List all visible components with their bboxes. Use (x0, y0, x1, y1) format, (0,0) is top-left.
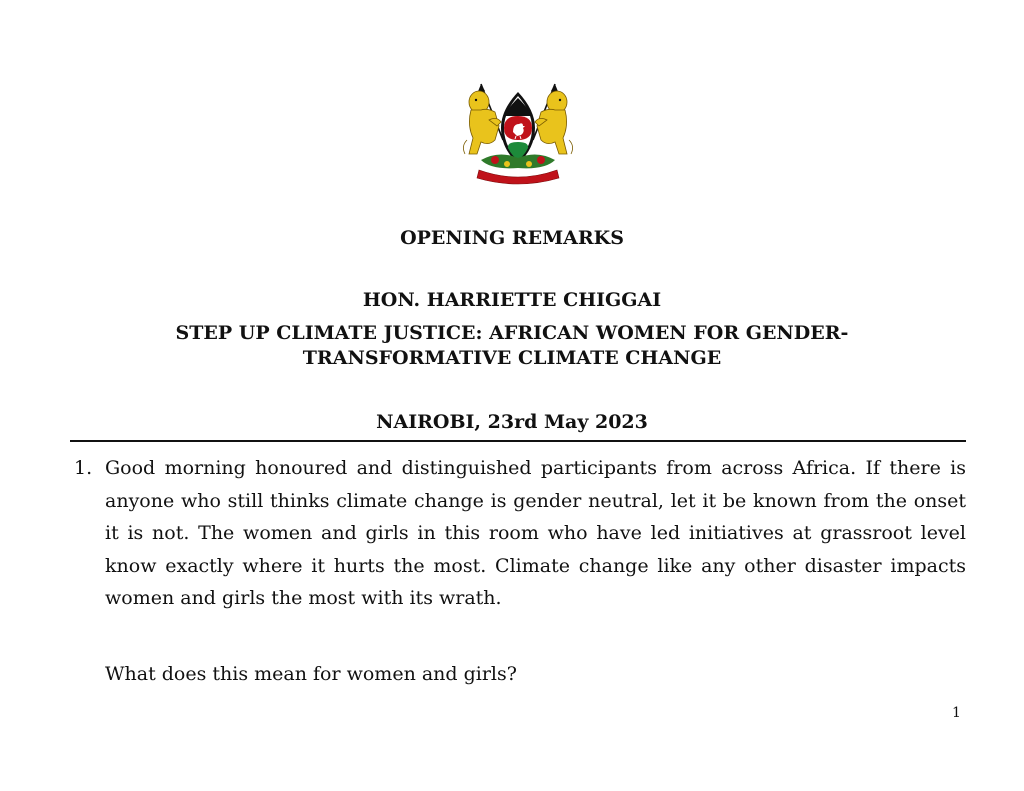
question-line: What does this mean for women and girls? (105, 663, 517, 685)
dateline: NAIROBI, 23rd May 2023 (376, 411, 648, 433)
numbered-paragraph (74, 452, 966, 615)
coat-of-arms-icon (459, 80, 577, 188)
page-number: 1 (952, 705, 961, 721)
document-heading: OPENING REMARKS (400, 227, 624, 249)
speaker-name: HON. HARRIETTE CHIGGAI (362, 289, 662, 311)
event-title: STEP UP CLIMATE JUSTICE: AFRICAN WOMEN FOR GENDER- TRANSFORMATIVE CLIMATE CHANGE (175, 322, 849, 369)
paragraph-number: 1. (74, 457, 93, 479)
paragraph-text: Good morning honoured and distinguished participants from across Africa. If there is anyone who still thinks climate change is gender neutral, let it be known from the onset it is not. The women and girls in this room who have led initiatives at grassroot level know exactly where it hurts the most. Climate change like any other disaster impacts women and girls the most with its wrath. (105, 457, 966, 609)
heading-divider (70, 440, 966, 442)
